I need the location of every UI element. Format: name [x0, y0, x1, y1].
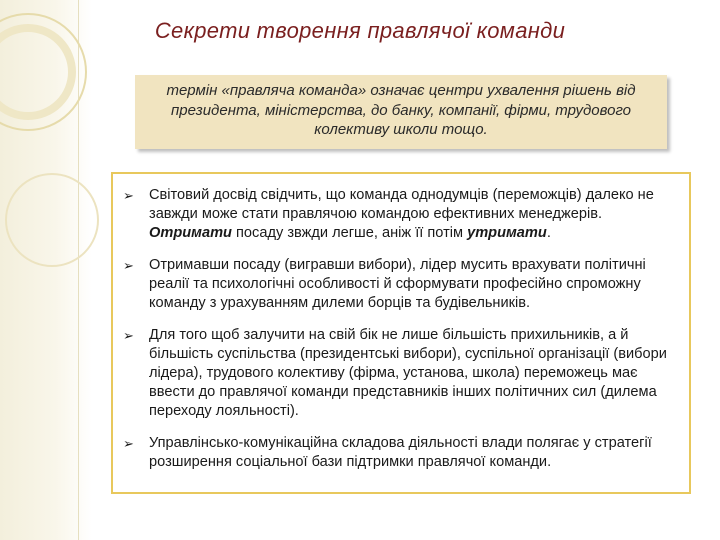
bullet-text: Для того щоб залучити на свій бік не лише більшість прихильників, а й більшість суспільства (президентські вибори), суспільної організації (вибори лідера), трудового колективу (фірма, установа, школа) переможець має ввести до правлячої команди представників інших політичних сил (дилема переходу лояльності).	[149, 327, 667, 419]
bullet-mid: посаду звжди легше, аніж її потім	[231, 225, 468, 241]
emphasis-retain: утримати	[467, 225, 547, 241]
emphasis-obtain: Отримати	[149, 225, 232, 241]
arrowhead-icon: ➢	[123, 188, 134, 203]
bullet-item-4	[123, 434, 678, 472]
bullet-intro: Світовий досвід свідчить, що команда однодумців (переможців) далеко не завжди може стати правлячою командою ефективних менеджерів.	[149, 187, 654, 222]
bullet-text: Управлінсько-комунікаційна складова діяльності влади полягає у стратегії розширення соціальної бази підтримки правлячої команди.	[149, 435, 652, 470]
main-content-box	[111, 172, 691, 494]
bullet-text	[149, 186, 678, 243]
arrowhead-icon: ➢	[123, 258, 134, 273]
bullet-text: Отримавши посаду (вигравши вибори), лідер мусить врахувати політичні реалії та психологічні особливості й сформувати професійно спроможну команду з урахуванням дилеми борців та будівельників.	[149, 257, 646, 311]
arrowhead-icon: ➢	[123, 436, 134, 451]
bullet-item-3	[123, 326, 678, 421]
bullet-item-1	[123, 186, 678, 243]
definition-box: термін «правляча команда» означає центри ухвалення рішень від президента, міністерства, до банку, компанії, фірми, трудового колективу школи тощо.	[135, 75, 667, 149]
page-title: Секрети творення правлячої команди	[154, 18, 566, 43]
bullet-item-2	[123, 256, 678, 313]
arrowhead-icon: ➢	[123, 328, 134, 343]
bullet-end: .	[546, 225, 551, 241]
